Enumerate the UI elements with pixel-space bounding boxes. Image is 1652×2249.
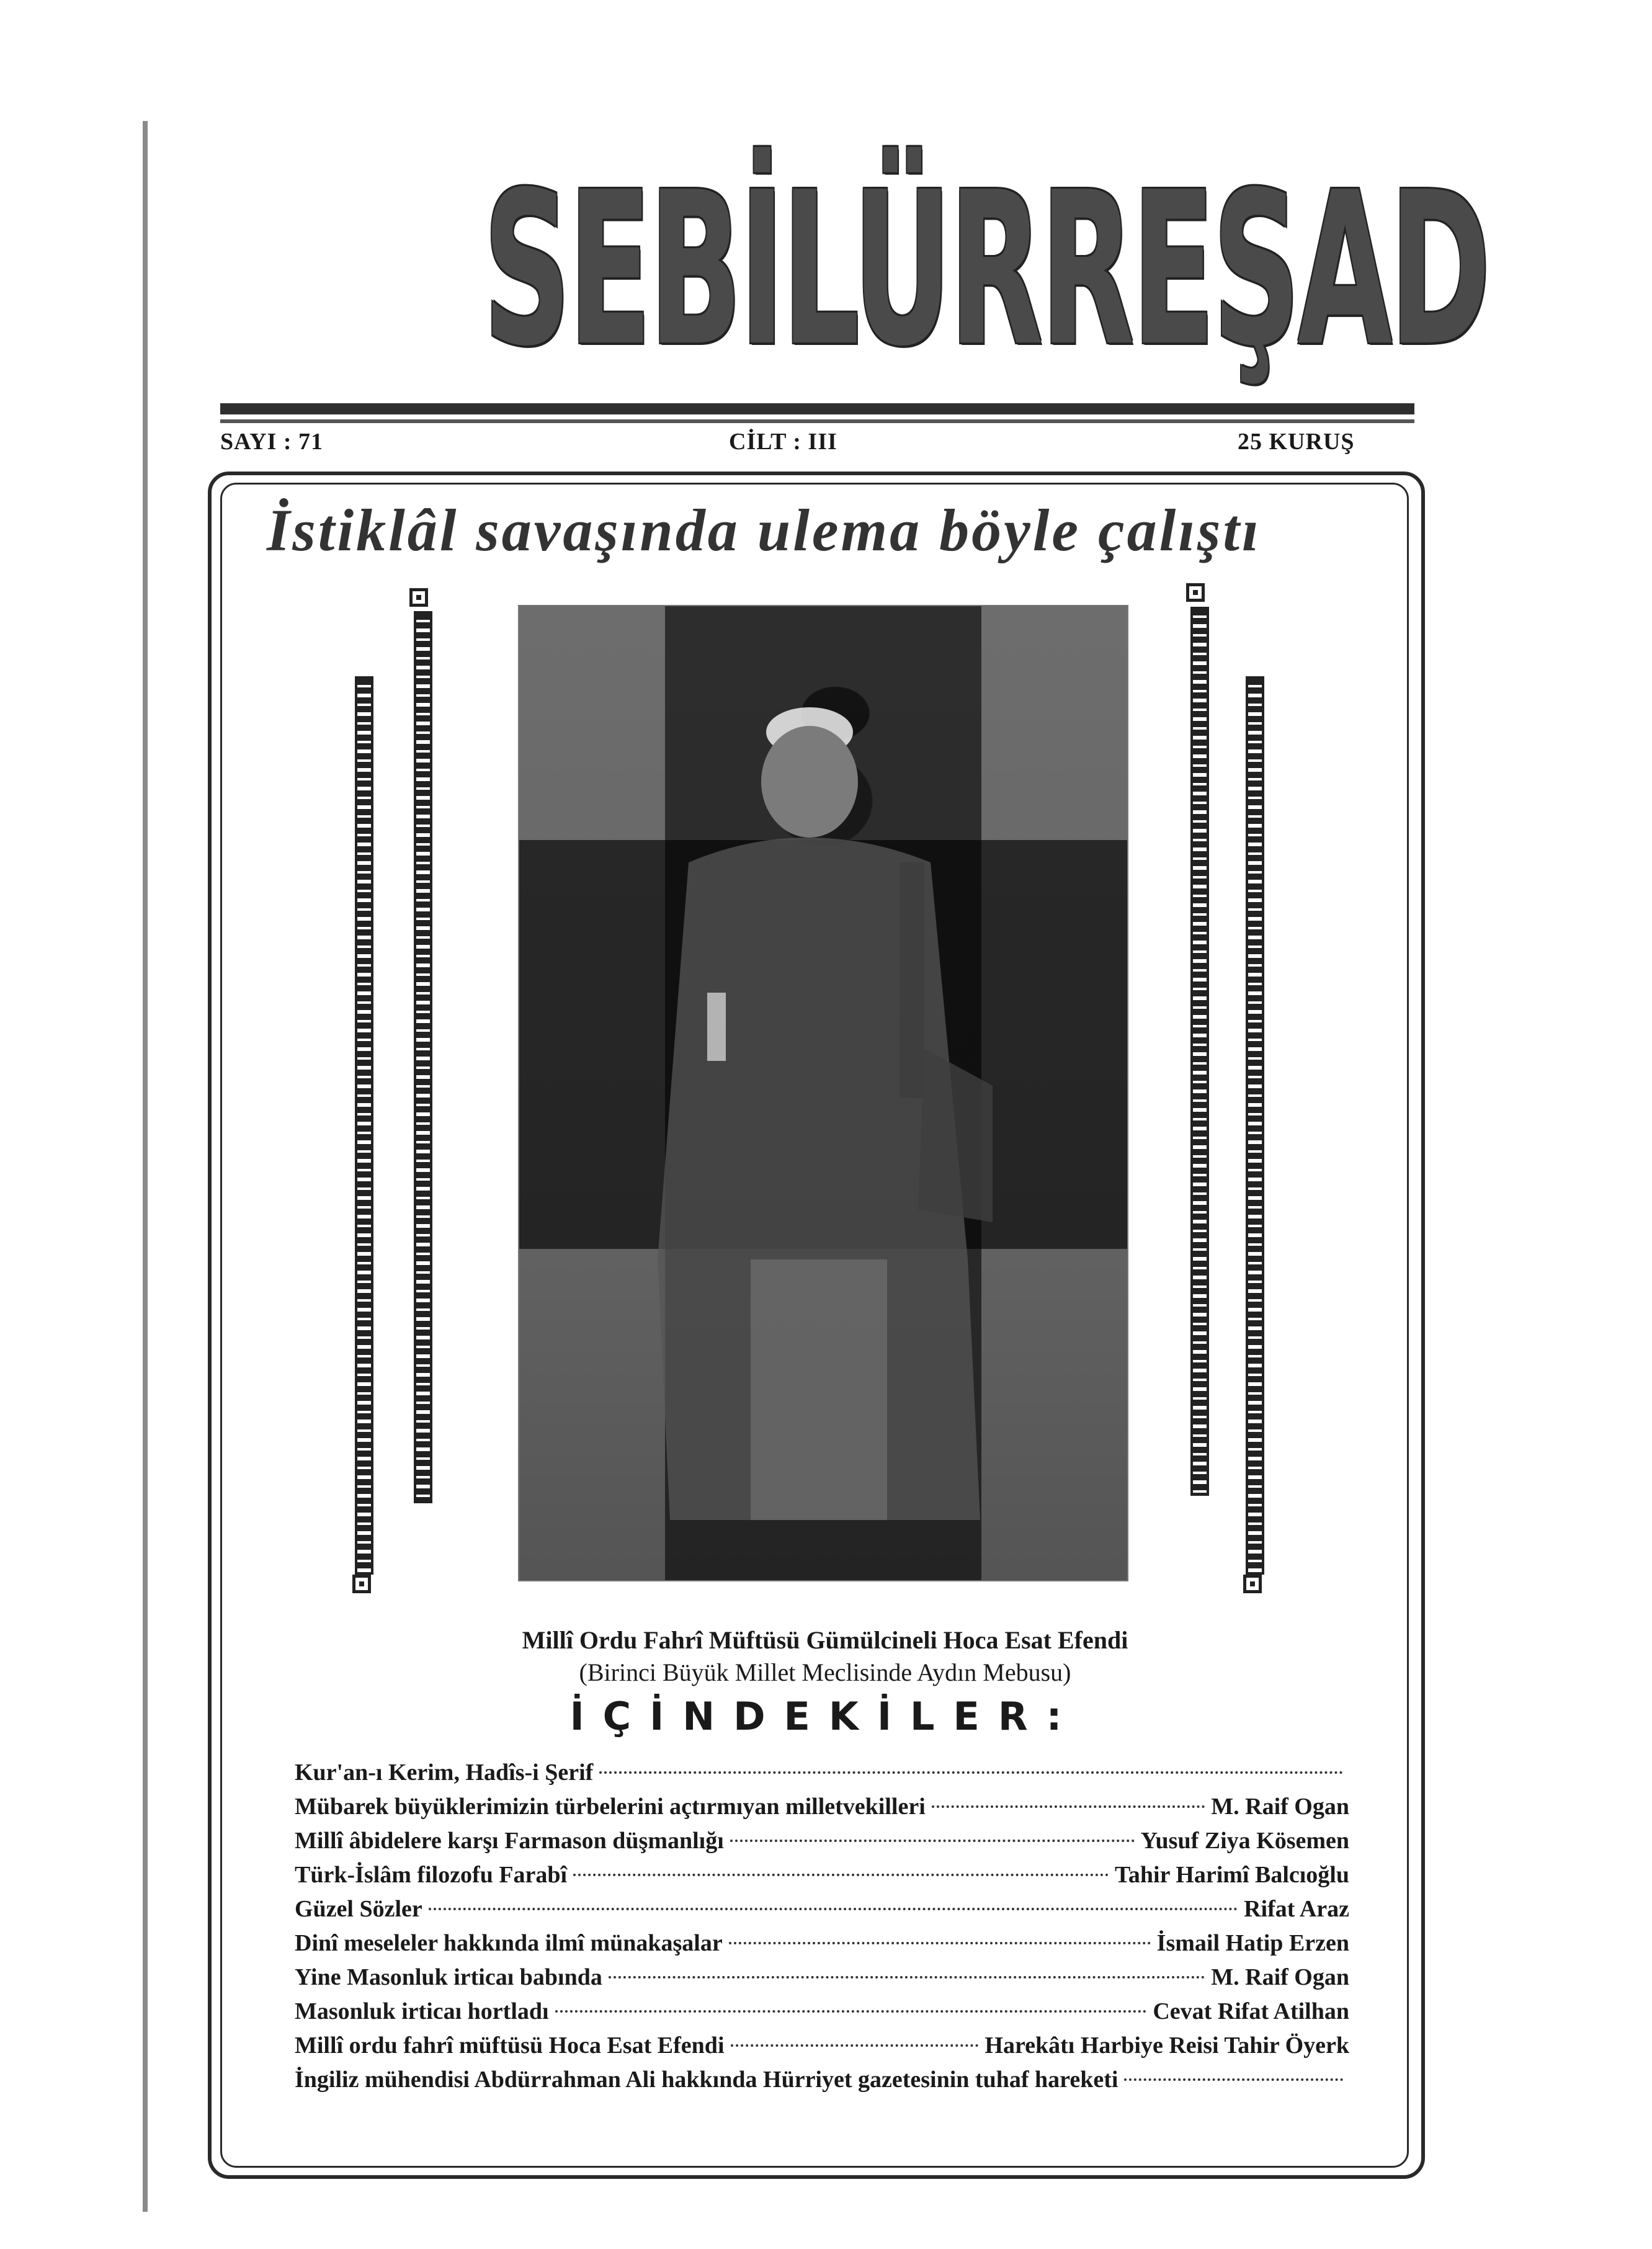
toc-leader-dots — [932, 1805, 1205, 1808]
toc-leader-dots — [731, 2044, 979, 2047]
cover-headline: İstiklâl savaşında ulema böyle çalıştı — [267, 497, 1261, 563]
toc-entry-title: Güzel Sözler — [295, 1896, 422, 1922]
ornament-cap-icon — [409, 588, 428, 607]
toc-leader-dots — [429, 1908, 1238, 1910]
toc-entry-author: Yusuf Ziya Kösemen — [1140, 1828, 1349, 1854]
toc-leader-dots — [729, 1942, 1151, 1944]
toc-entry-title: İngiliz mühendisi Abdürrahman Ali hakkında Hürriyet gazetesinin tuhaf hareketi — [295, 2067, 1118, 2093]
toc-leader-dots — [730, 1840, 1135, 1842]
toc-entry-title: Millî ordu fahrî müftüsü Hoca Esat Efendi — [295, 2032, 725, 2059]
toc-entry[interactable] — [295, 1998, 1349, 2032]
ornament-column-left-outer — [355, 676, 373, 1575]
photo-caption-subtitle: (Birinci Büyük Millet Meclisinde Aydın Mebusu) — [579, 1658, 1071, 1686]
toc-entry-author: İsmail Hatip Erzen — [1156, 1930, 1349, 1956]
ornament-column-right-inner — [1190, 607, 1209, 1496]
ornament-cap-icon — [1243, 1575, 1262, 1593]
toc-entry-author: Tahir Harimî Balcıoğlu — [1115, 1862, 1349, 1888]
toc-entry[interactable] — [295, 1895, 1349, 1929]
toc-entry-author: Cevat Rifat Atilhan — [1153, 1998, 1349, 2024]
toc-leader-dots — [599, 1771, 1343, 1774]
toc-entry-title: Dinî meseleler hakkında ilmî münakaşalar — [295, 1930, 723, 1956]
masthead-title: SEBİLÜRREŞAD — [483, 147, 1488, 393]
toc-leader-dots — [573, 1874, 1109, 1876]
toc-entry-title: Türk-İslâm filozofu Farabî — [295, 1862, 568, 1888]
toc-entry-author: Harekâtı Harbiye Reisi Tahir Öyerk — [985, 2032, 1349, 2059]
toc-entry[interactable] — [295, 1964, 1349, 1998]
toc-entry-title: Kur'an-ı Kerim, Hadîs-i Şerif — [295, 1759, 594, 1786]
toc-entry[interactable] — [295, 2032, 1349, 2066]
page-binding-edge — [143, 121, 148, 2212]
ornament-column-right-outer — [1246, 676, 1264, 1575]
toc-entry[interactable] — [295, 1827, 1349, 1861]
toc-leader-dots — [1124, 2078, 1343, 2081]
masthead-rule — [220, 403, 1414, 414]
toc-entry-title: Masonluk irticaı hortladı — [295, 1998, 549, 2024]
masthead-rule-thin — [220, 419, 1414, 423]
ornament-cap-icon — [352, 1575, 371, 1593]
portrait-figure-icon — [596, 701, 1042, 1563]
issue-number: SAYI : 71 — [220, 429, 323, 455]
photo-caption: Millî Ordu Fahrî Müftüsü Gümülcineli Hoca Esat Efendi — [522, 1626, 1128, 1654]
toc-entry-title: Millî âbidelere karşı Farmason düşmanlığı — [295, 1828, 724, 1854]
ornament-column-left-inner — [414, 611, 432, 1503]
toc-entry-author: M. Raif Ogan — [1211, 1964, 1349, 1990]
toc-entry[interactable] — [295, 1861, 1349, 1895]
volume-number: CİLT : III — [729, 429, 837, 455]
toc-entry-author: M. Raif Ogan — [1211, 1794, 1349, 1820]
toc-leader-dots — [609, 1976, 1205, 1978]
toc-entry[interactable] — [295, 2066, 1349, 2100]
toc-heading: İÇİNDEKİLER: — [569, 1694, 1081, 1739]
toc-entry[interactable] — [295, 1929, 1349, 1964]
table-of-contents — [295, 1759, 1349, 2100]
toc-entry-author: Rifat Araz — [1244, 1896, 1349, 1922]
toc-leader-dots — [555, 2010, 1147, 2013]
toc-entry-title: Mübarek büyüklerimizin türbelerini açtırmıyan milletvekilleri — [295, 1794, 926, 1820]
toc-entry-title: Yine Masonluk irticaı babında — [295, 1964, 602, 1990]
issue-price: 25 KURUŞ — [1238, 429, 1355, 455]
ornament-cap-icon — [1186, 583, 1205, 602]
toc-entry[interactable] — [295, 1793, 1349, 1827]
toc-entry[interactable] — [295, 1759, 1349, 1793]
